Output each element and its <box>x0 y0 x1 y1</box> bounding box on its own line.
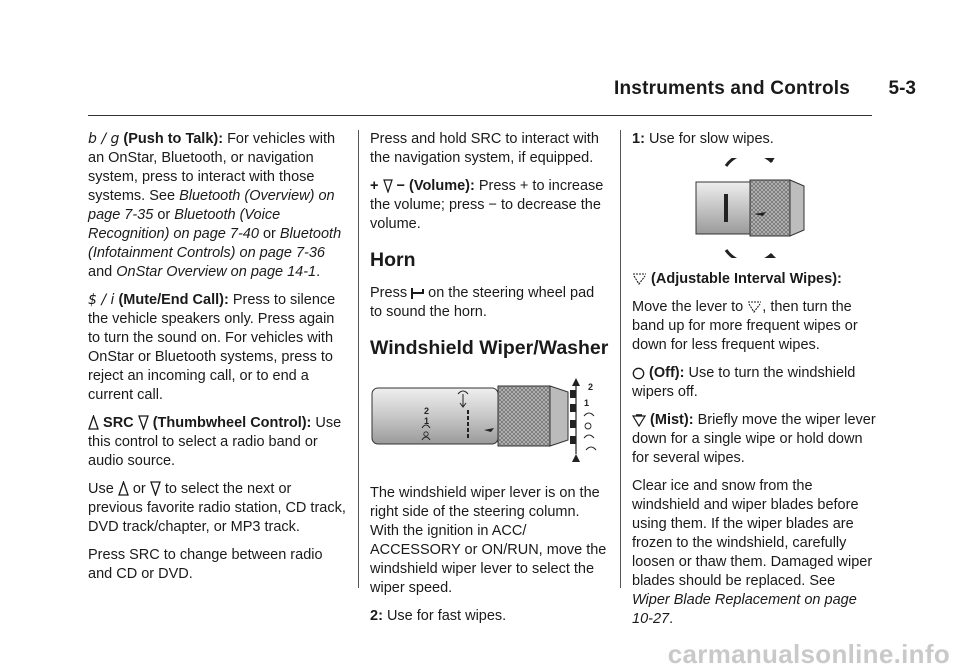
mist-wiper-icon <box>632 413 646 427</box>
horn-paragraph: Press on the steering wheel pad to sound the horn. <box>370 285 595 320</box>
xref-onstar-overview[interactable]: OnStar Overview on page 14-1 <box>116 264 317 280</box>
windshield-wiper-heading: Windshield Wiper/Washer <box>370 337 609 359</box>
thumbwheel-label: (Thumbwheel Control): <box>152 415 312 431</box>
fast-wipes-paragraph: 2: Use for fast wipes. <box>370 608 507 624</box>
column-2 <box>370 130 610 635</box>
thumbwheel-up-icon <box>118 481 129 496</box>
navigation-paragraph: Press and hold SRC to interact with the navigation system, if equipped. <box>370 131 599 166</box>
figure-label-1: 1 <box>424 416 430 426</box>
off-paragraph: (Off): Use to turn the windshield wipers off. <box>632 365 856 400</box>
adjustable-interval-label: (Adjustable Interval Wipes): <box>651 271 842 287</box>
horn-heading: Horn <box>370 249 416 271</box>
thumbwheel-down-icon <box>138 415 149 430</box>
page-header <box>0 78 960 104</box>
adjustable-interval-label-paragraph <box>632 270 876 289</box>
page-number: 5-3 <box>888 78 916 99</box>
thumbwheel-paragraph: SRC (Thumbwheel Control): Use this control to select a radio band or audio source. <box>88 415 342 469</box>
adjustable-interval-paragraph: Move the lever to , then turn the band up for more frequent wipes or down for less frequent wipes. <box>632 299 858 353</box>
column-3 <box>632 130 876 638</box>
mute-end-call-label: (Mute/End Call): <box>118 292 229 308</box>
header-rule <box>88 115 872 116</box>
off-label: (Off): <box>649 365 685 381</box>
mist-label: (Mist): <box>650 412 694 428</box>
ice-snow-paragraph: Clear ice and snow from the windshield and wiper blades before using them. If the wiper blades are frozen to the windshield, carefully loosen or thaw them. Damaged wiper blades should be replaced. See Wiper Blade Replacement on page 10-27. <box>632 478 873 627</box>
xref-bluetooth-infotainment[interactable]: Bluetooth (Infotainment Controls) on page 7-36 <box>88 226 342 261</box>
xref-bluetooth-overview[interactable]: Bluetooth (Overview) on page 7-35 <box>88 188 335 223</box>
wiper-description-paragraph: The windshield wiper lever is on the right side of the steering column. With the ignition in ACC/ ACCESSORY or ON/RUN, move the windshield wiper lever to select the wiper speed. <box>370 485 607 596</box>
src-change-paragraph: Press SRC to change between radio and CD or DVD. <box>88 547 323 582</box>
push-to-talk-label: (Push to Talk): <box>123 131 224 147</box>
section-title: Instruments and Controls <box>614 78 850 99</box>
figure-label-2: 2 <box>424 406 430 416</box>
figure-label-2-right: 2 <box>588 382 594 392</box>
horn-icon <box>411 287 424 300</box>
volume-paragraph: + − (Volume): Press + to increase the volume; press − to decrease the volume. <box>370 178 604 232</box>
interval-wiper-icon <box>747 300 762 314</box>
thumbwheel-up-icon <box>88 415 99 430</box>
push-to-talk-icons: b / g <box>88 131 120 147</box>
volume-label: − (Volume): <box>396 178 475 194</box>
off-circle-icon <box>632 367 645 380</box>
xref-wiper-blade-replacement[interactable]: Wiper Blade Replacement on page 10-27 <box>632 592 857 627</box>
src-label: SRC <box>103 415 134 431</box>
column-divider <box>620 130 621 588</box>
mute-end-call-icons: $ / i <box>88 292 115 308</box>
push-to-talk-paragraph: b / g (Push to Talk): For vehicles with an OnStar, Bluetooth, or navigation system, press to interact with those systems. See Bluetooth (Overview) on page 7-35 or Bluetooth (Voice Recognition) on page 7-40 or Bluetooth (Infotainment Controls) on page 7-36 and OnStar Overview on page 14-1. <box>88 131 342 280</box>
mist-paragraph: (Mist): Briefly move the wiper lever down for a single wipe or hold down for several wipes. <box>632 412 876 466</box>
watermark: carmanualsonline.info <box>667 639 950 669</box>
favorite-station-paragraph: Use or to select the next or previous favorite radio station, CD track, DVD track/chapter, or MP3 track. <box>88 481 346 535</box>
figure-label-1-right: 1 <box>584 398 590 408</box>
column-divider <box>358 130 359 588</box>
interval-band-illustration <box>692 158 812 258</box>
wiper-lever-illustration <box>370 374 610 466</box>
column-1 <box>88 130 348 593</box>
xref-bluetooth-voice[interactable]: Bluetooth (Voice Recognition) on page 7-40 <box>88 207 281 242</box>
mute-end-call-paragraph: $ / i (Mute/End Call): Press to silence the vehicle speakers only. Press again to turn the sound on. For vehicles with OnStar or Bluetooth systems, press to reject an incoming call, or to end a current call. <box>88 292 336 403</box>
volume-icon <box>383 179 393 193</box>
slow-wipes-paragraph: 1: Use for slow wipes. <box>632 131 774 147</box>
thumbwheel-down-icon <box>150 481 161 496</box>
interval-wiper-icon <box>632 272 647 286</box>
